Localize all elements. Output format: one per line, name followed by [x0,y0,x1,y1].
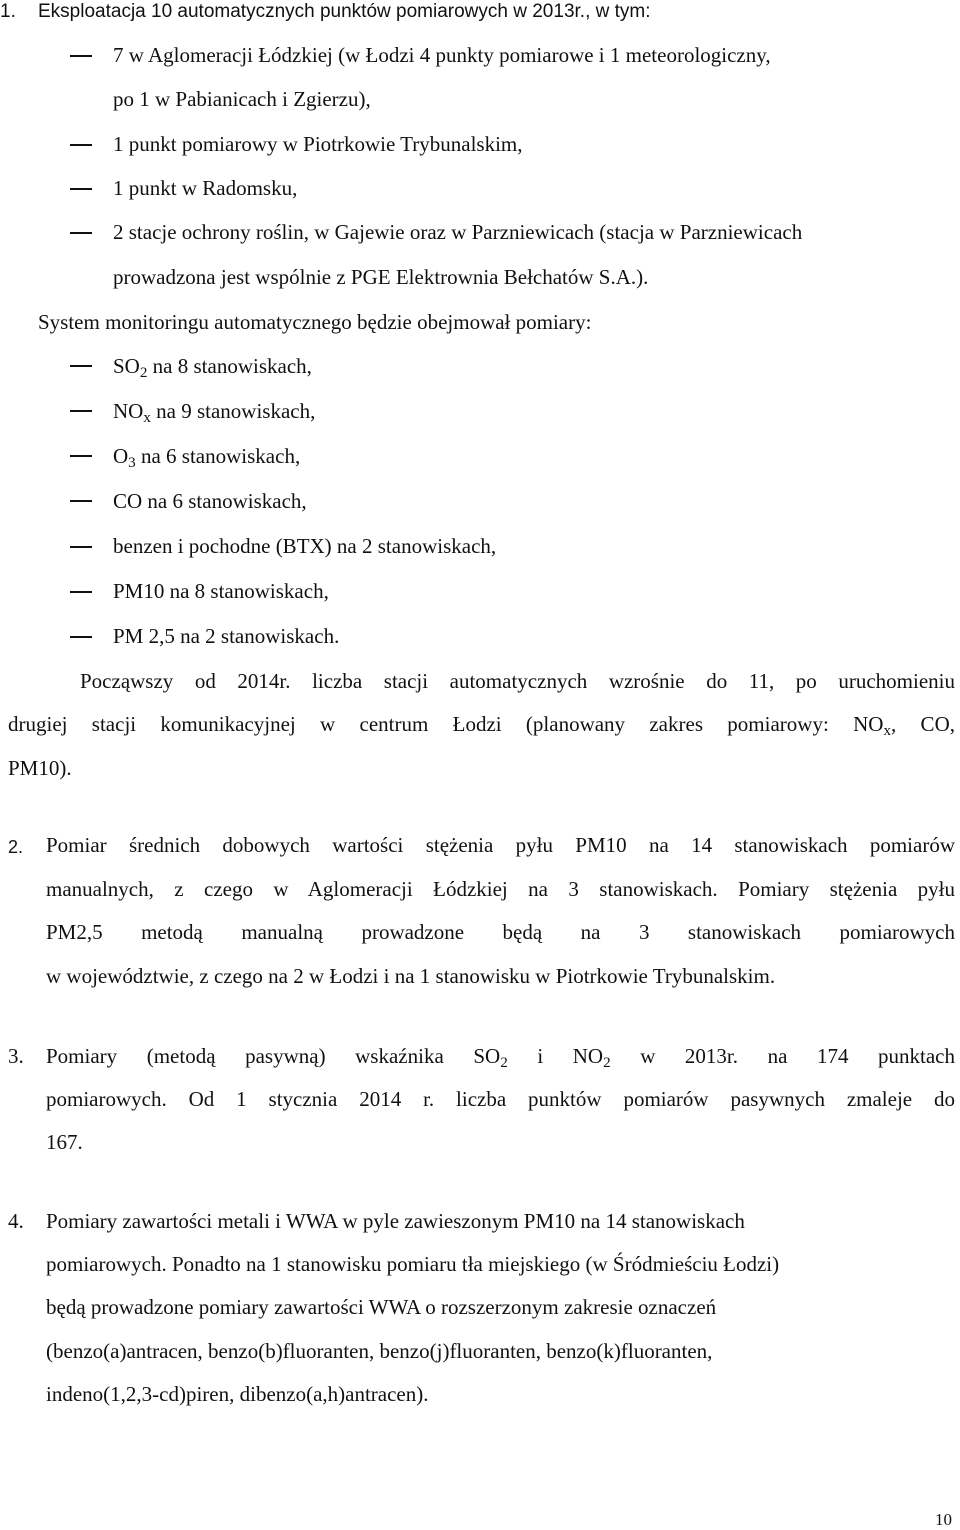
paragraph-line: PM10). [8,756,72,780]
pollutant-nox: $NO_x$ na 9 stanowiskach, [113,399,316,427]
paragraph-line: w województwie, z czego na 2 w Łodzi i na 1 stanowisku w Piotrkowie Trybunalskim. [46,964,776,988]
bullet-line: 1 punkt w Radomsku, [113,176,298,200]
dash-bullet [70,455,92,457]
pollutant-co: CO na 6 stanowiskach, [113,489,307,513]
paragraph-line: (benzo(a)antracen, benzo(b)fluoranten, benzo(j)fluoranten, benzo(k)fluoranten, [46,1339,713,1363]
paragraph-line: manualnych, z czego w Aglomeracji Łódzkiej na 3 stanowiskach. Pomiary stężenia pyłu [46,877,955,901]
section1-intro: Eksploatacja 10 automatycznych punktów pomiarowych w 2013r., w tym: [38,1,651,22]
paragraph-line: indeno(1,2,3-cd)piren, dibenzo(a,h)antracen). [46,1382,429,1406]
bullet-line: prowadzona jest wspólnie z PGE Elektrownia Bełchatów S.A.). [113,265,649,289]
dash-bullet [70,546,92,548]
dash-bullet [70,55,92,57]
pollutant-btx: benzen i pochodne (BTX) na 2 stanowiskach, [113,534,497,558]
bullet-line: po 1 w Pabianicach i Zgierzu), [113,87,371,111]
dash-bullet [70,410,92,412]
dash-bullet [70,188,92,190]
system-heading: System monitoringu automatycznego będzie obejmował pomiary: [38,310,592,334]
page-number: 10 [935,1510,952,1529]
paragraph-line: będą prowadzone pomiary zawartości WWA o rozszerzonym zakresie oznaczeń [46,1295,717,1319]
paragraph-line: Począwszy od 2014r. liczba stacji automatycznych wzrośnie do 11, po uruchomieniu [80,669,955,693]
paragraph-line: PM2,5 metodą manualną prowadzone będą na 3 stanowiskach pomiarowych [46,920,955,944]
paragraph-line: pomiarowych. Od 1 stycznia 2014 r. liczba punktów pomiarów pasywnych zmaleje do [46,1087,955,1111]
dash-bullet [70,365,92,367]
item-number-2: 2. [8,837,24,857]
paragraph-line: pomiarowych. Ponadto na 1 stanowisku pomiaru tła miejskiego (w Śródmieściu Łodzi) [46,1252,780,1276]
pollutant-pm25: PM 2,5 na 2 stanowiskach. [113,624,340,648]
paragraph-line: Pomiary zawartości metali i WWA w pyle zawieszonym PM10 na 14 stanowiskach [46,1209,745,1233]
dash-bullet [70,232,92,234]
paragraph-line: drugiej stacji komunikacyjnej w centrum Łodzi (planowany zakres pomiarowy: $NO_x$, CO, [8,712,955,740]
bullet-line: 2 stacje ochrony roślin, w Gajewie oraz w Parzniewicach (stacja w Parzniewicach [113,220,803,244]
paragraph-line: Pomiar średnich dobowych wartości stężenia pyłu PM10 na 14 stanowiskach pomiarów [46,833,955,857]
dash-bullet [70,591,92,593]
item-number-1: 1. [0,1,16,22]
bullet-line: 1 punkt pomiarowy w Piotrkowie Trybunalskim, [113,132,523,156]
pollutant-o3: $O_3$ na 6 stanowiskach, [113,444,301,472]
paragraph-line: 167. [46,1130,83,1154]
dash-bullet [70,636,92,638]
bullet-line: 7 w Aglomeracji Łódzkiej (w Łodzi 4 punkty pomiarowe i 1 meteorologiczny, [113,43,771,67]
pollutant-so2: $SO_2$ na 8 stanowiskach, [113,354,312,382]
item-number-4: 4. [8,1209,24,1233]
dash-bullet [70,144,92,146]
dash-bullet [70,500,92,502]
paragraph-line: Pomiary (metodą pasywną) wskaźnika $SO_2$ i $NO_2$ w 2013r. na 174 punktach [46,1044,956,1072]
pollutant-pm10: PM10 na 8 stanowiskach, [113,579,329,603]
item-number-3: 3. [8,1044,24,1068]
